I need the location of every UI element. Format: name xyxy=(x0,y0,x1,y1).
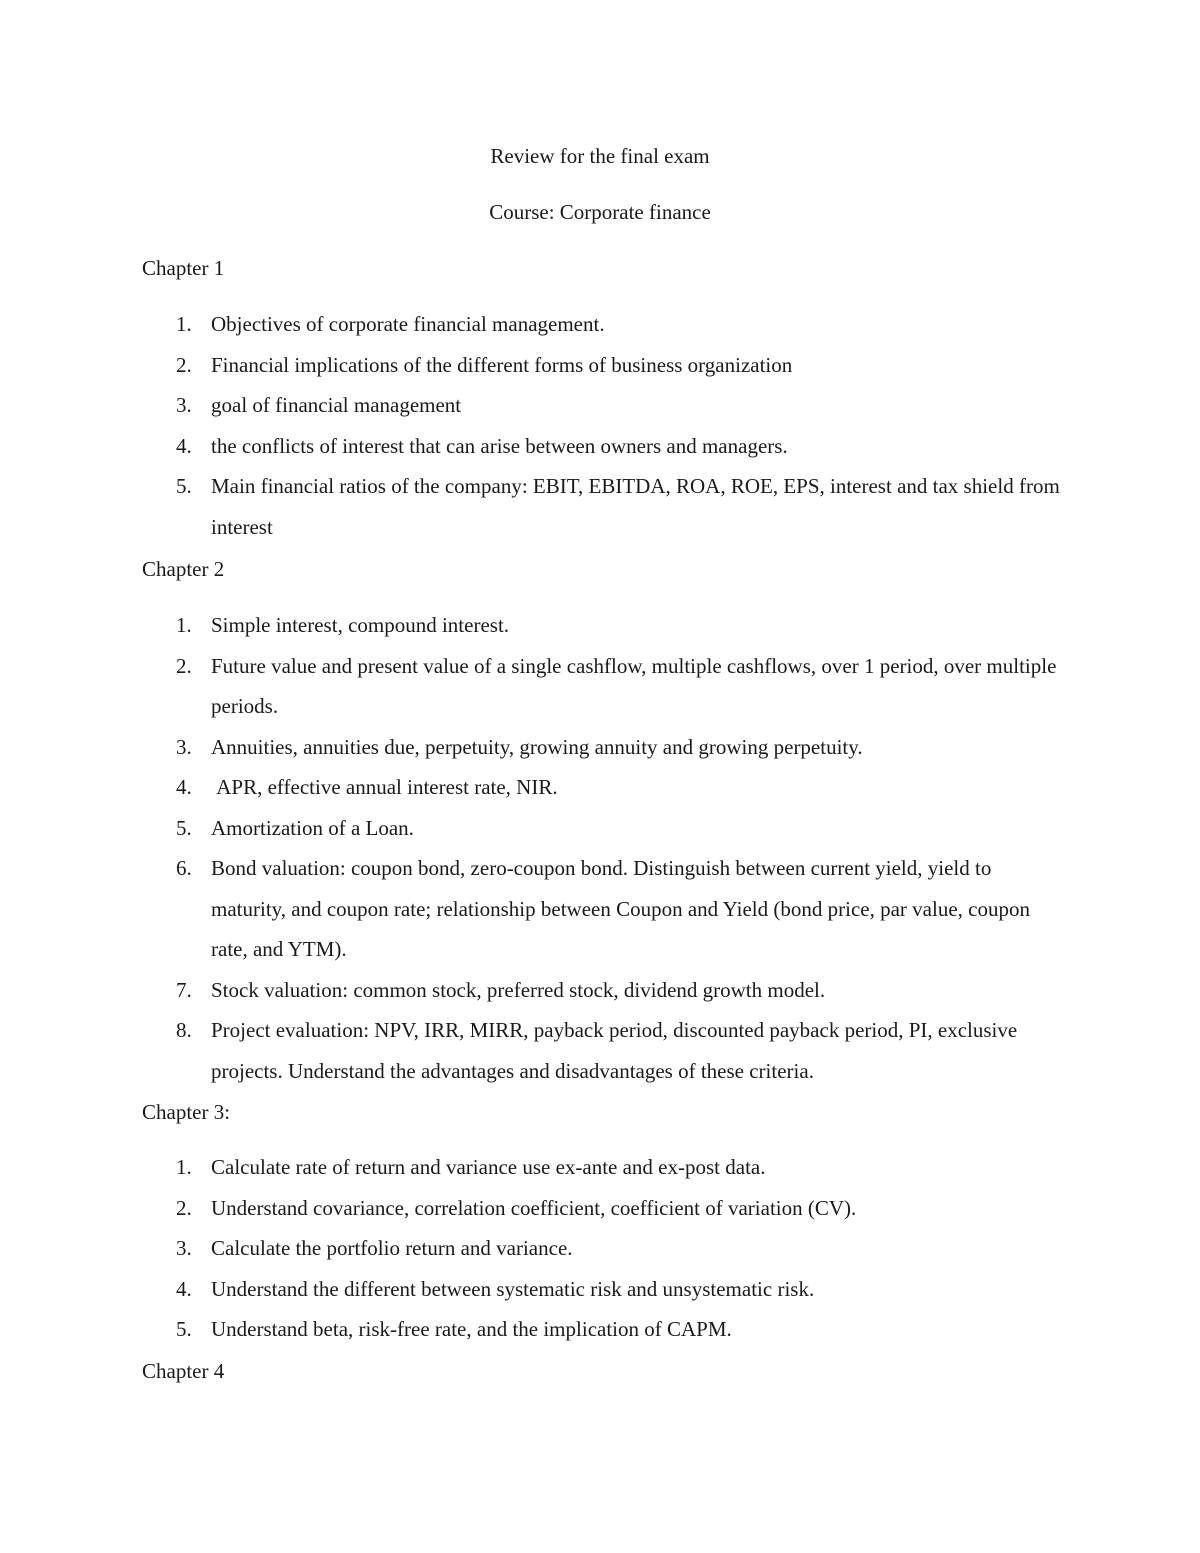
item-number: 4. xyxy=(176,1276,192,1301)
chapter-3-heading: Chapter 3: xyxy=(142,1100,231,1124)
list-item xyxy=(0,1188,1200,1229)
item-number: 2. xyxy=(176,653,192,678)
document-subtitle: Course: Corporate finance xyxy=(489,200,711,224)
item-number: 6. xyxy=(176,856,192,880)
list-item xyxy=(0,304,1200,345)
item-text: Stock valuation: common stock, preferred stock, dividend growth model. xyxy=(211,977,826,1002)
item-number: 8. xyxy=(176,1018,192,1042)
item-text: Objectives of corporate financial management. xyxy=(211,312,605,336)
list-item xyxy=(0,345,1200,386)
chapter-1-list xyxy=(0,304,1200,547)
item-text: Simple interest, compound interest. xyxy=(211,613,510,637)
item-text: Calculate the portfolio return and variance. xyxy=(211,1236,573,1260)
list-item xyxy=(0,970,1200,1011)
item-number: 3. xyxy=(176,393,192,417)
chapter-4-heading: Chapter 4 xyxy=(142,1359,225,1383)
chapter-2-list xyxy=(0,605,1200,1091)
list-item xyxy=(0,426,1200,467)
list-item xyxy=(0,605,1200,646)
list-item xyxy=(0,808,1200,849)
document-title: Review for the final exam xyxy=(490,144,710,168)
item-text: the conflicts of interest that can arise between owners and managers. xyxy=(211,433,788,458)
item-text: Financial implications of the different forms of business organization xyxy=(211,352,793,377)
item-number: 5. xyxy=(176,474,192,498)
list-item xyxy=(0,466,1200,547)
item-text: Future value and present value of a single cashflow, multiple cashflows, over 1 period, over multiple periods. xyxy=(211,653,1057,718)
item-number: 2. xyxy=(176,1195,192,1220)
item-number: 5. xyxy=(176,815,192,840)
item-number: 1. xyxy=(176,613,192,637)
item-number: 2. xyxy=(176,352,192,377)
list-item xyxy=(0,1309,1200,1350)
item-number: 7. xyxy=(176,977,192,1002)
list-item xyxy=(0,1147,1200,1188)
item-number: 1. xyxy=(176,1155,192,1179)
item-text: goal of financial management xyxy=(211,393,462,417)
item-number: 4. xyxy=(176,775,192,799)
list-item xyxy=(0,848,1200,970)
list-item xyxy=(0,727,1200,768)
item-text: Calculate rate of return and variance use ex-ante and ex-post data. xyxy=(211,1155,766,1179)
item-number: 4. xyxy=(176,433,192,458)
list-item xyxy=(0,1010,1200,1091)
chapter-2-heading: Chapter 2 xyxy=(142,557,225,581)
item-text: Bond valuation: coupon bond, zero-coupon bond. Distinguish between current yield, yield to maturity, and coupon rate; relationship between Coupon and Yield (bond price, par value, coupon rate, and YTM). xyxy=(211,856,1030,961)
list-item xyxy=(0,646,1200,727)
item-text: Understand covariance, correlation coefficient, coefficient of variation (CV). xyxy=(211,1195,857,1220)
item-number: 1. xyxy=(176,312,192,336)
item-number: 3. xyxy=(176,1236,192,1260)
chapter-3-list xyxy=(0,1147,1200,1350)
list-item xyxy=(0,767,1200,808)
item-text: Annuities, annuities due, perpetuity, growing annuity and growing perpetuity. xyxy=(211,734,863,759)
item-text: Understand beta, risk-free rate, and the implication of CAPM. xyxy=(211,1317,732,1341)
item-text: Understand the different between systematic risk and unsystematic risk. xyxy=(211,1276,815,1301)
item-text: Amortization of a Loan. xyxy=(211,815,414,840)
item-text: Main financial ratios of the company: EBIT, EBITDA, ROA, ROE, EPS, interest and tax shield from interest xyxy=(211,474,1060,539)
list-item xyxy=(0,385,1200,426)
list-item xyxy=(0,1228,1200,1269)
chapter-1-heading: Chapter 1 xyxy=(142,256,225,280)
item-text: Project evaluation: NPV, IRR, MIRR, payback period, discounted payback period, PI, exclusive projects. Understand the advantages and disadvantages of these criteria. xyxy=(211,1018,1018,1083)
item-number: 3. xyxy=(176,734,192,759)
item-text: APR, effective annual interest rate, NIR. xyxy=(211,775,558,799)
list-item xyxy=(0,1269,1200,1310)
item-number: 5. xyxy=(176,1317,192,1341)
